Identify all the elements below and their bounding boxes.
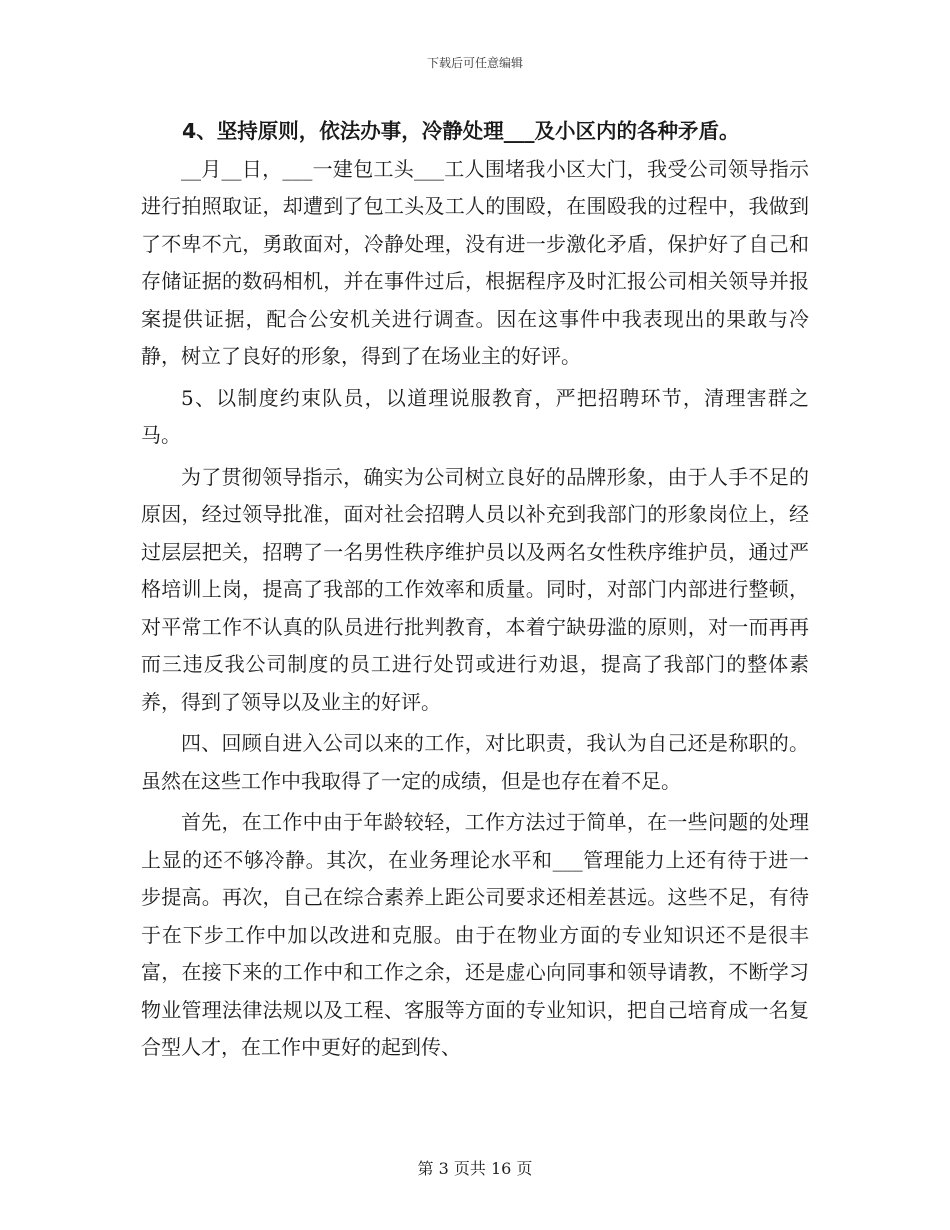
body-paragraph: 为了贯彻领导指示，确实为公司树立良好的品牌形象，由于人手不足的原因，经过领导批准，面对社会招聘人员以补充到我部门的形象岗位上，经过层层把关，招聘了一名男性秩序维护员以及两名女性秩序维护员，通过严格培训上岗，提高了我部的工作效率和质量。同时，对部门内部进行整顿，对平常工作不认真的队员进行批判教育，本着宁缺毋滥的原则，对一而再再而三违反我公司制度的员工进行处罚或进行劝退，提高了我部门的整体素养，得到了领导以及业主的好评。: [141, 464, 809, 714]
section-heading-5: 5、以制度约束队员，以道理说服教育，严把招聘环节，清理害群之马。: [141, 385, 809, 447]
document-body: [141, 113, 809, 1067]
section-heading-four: 四、回顾自进入公司以来的工作，对比职责，我认为自己还是称职的。虽然在这些工作中我取得了一定的成绩，但是也存在着不足。: [141, 731, 809, 793]
page-footer: 第 3 页共 16 页: [417, 1159, 533, 1178]
body-paragraph: 首先，在工作中由于年龄较轻，工作方法过于简单，在一些问题的处理上显的还不够冷静。其次，在业务理论水平和___管理能力上还有待于进一步提高。再次，自己在综合素养上距公司要求还相差甚远。这些不足，有待于在下步工作中加以改进和克服。由于在物业方面的专业知识还不是很丰富，在接下来的工作中和工作之余，还是虚心向同事和领导请教，不断学习物业管理法律法规以及工程、客服等方面的专业知识，把自己培育成一名复合型人才，在工作中更好的起到传、: [141, 810, 809, 1059]
body-paragraph: __月__日，___一建包工头___工人围堵我小区大门，我受公司领导指示进行拍照取证，却遭到了包工头及工人的围殴，在围殴我的过程中，我做到了不卑不亢，勇敢面对，冷静处理，没有进一步激化矛盾，保护好了自己和存储证据的数码相机，并在事件过后，根据程序及时汇报公司相关领导并报案提供证据，配合公安机关进行调查。因在这事件中我表现出的果敢与冷静，树立了良好的形象，得到了在场业主的好评。: [141, 156, 809, 368]
page-header: 下载后可任意编辑: [426, 56, 523, 70]
section-heading-4: 4、坚持原则，依法办事，冷静处理___及小区内的各种矛盾。: [182, 119, 740, 143]
